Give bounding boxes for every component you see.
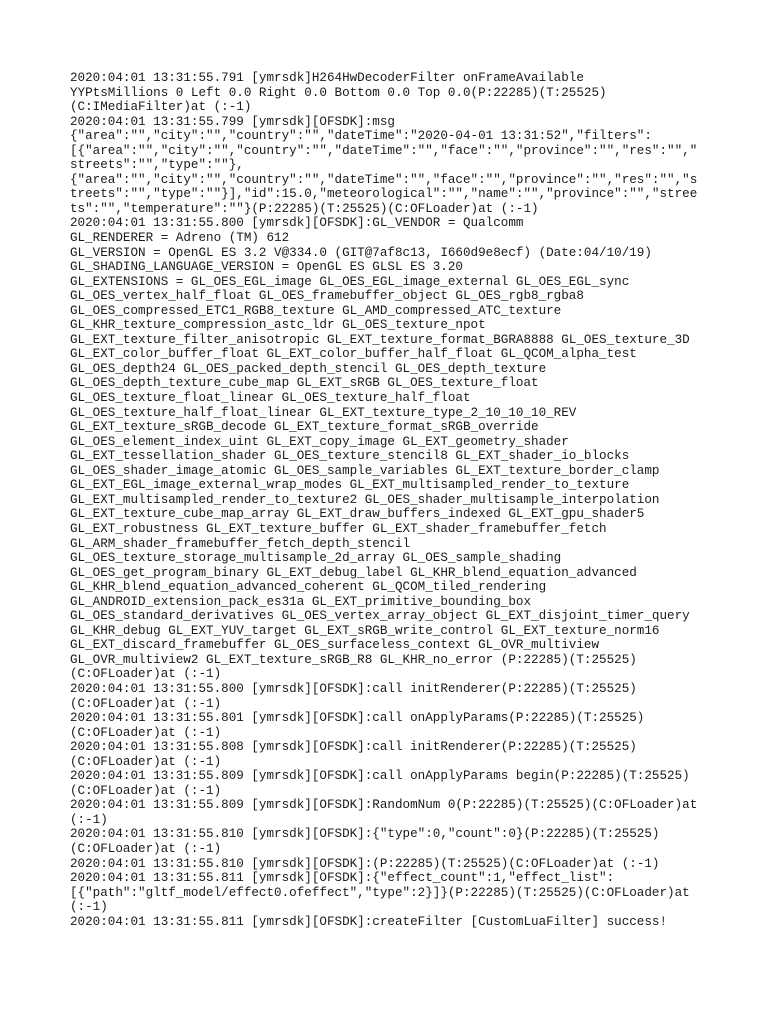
log-line: GL_EXT_EGL_image_external_wrap_modes GL_EXT_multisampled_render_to_texture (70, 478, 630, 493)
log-line: GL_OES_shader_image_atomic GL_OES_sample_variables GL_EXT_texture_border_clamp (70, 463, 660, 478)
log-line: (C:OFLoader)at (:-1) (70, 696, 222, 711)
log-line: GL_VERSION = OpenGL ES 3.2 V@334.0 (GIT@7af8c13, I660d9e8ecf) (Date:04/10/19) (70, 245, 652, 260)
log-line: GL_KHR_texture_compression_astc_ldr GL_OES_texture_npot (70, 318, 486, 333)
log-line: GL_KHR_blend_equation_advanced_coherent GL_QCOM_tiled_rendering (70, 580, 547, 595)
log-line: GL_OES_get_program_binary GL_EXT_debug_label GL_KHR_blend_equation_advanced (70, 565, 637, 580)
log-line: 2020:04:01 13:31:55.810 [ymrsdk][OFSDK]:(P:22285)(T:25525)(C:OFLoader)at (:-1) (70, 856, 660, 871)
log-line: GL_EXT_robustness GL_EXT_texture_buffer GL_EXT_shader_framebuffer_fetch (70, 521, 607, 536)
log-line: (C:OFLoader)at (:-1) (70, 667, 222, 682)
log-line: 2020:04:01 13:31:55.808 [ymrsdk][OFSDK]:call initRenderer(P:22285)(T:25525) (70, 740, 637, 755)
log-line: (:-1) (70, 812, 108, 827)
log-line: GL_OES_depth_texture_cube_map GL_EXT_sRGB GL_OES_texture_float (70, 376, 539, 391)
log-line: [{"area":"","city":"","country":"","dateTime":"","face":"","province":"","res":""," (70, 143, 698, 158)
log-line: streets":"","type":""}, (70, 158, 244, 173)
log-line: 2020:04:01 13:31:55.810 [ymrsdk][OFSDK]:{"type":0,"count":0}(P:22285)(T:25525) (70, 827, 660, 842)
log-line: [{"path":"gltf_model/effect0.ofeffect","type":2}]}(P:22285)(T:25525)(C:OFLoader)at (70, 885, 690, 900)
log-line: 2020:04:01 13:31:55.800 [ymrsdk][OFSDK]:call initRenderer(P:22285)(T:25525) (70, 681, 637, 696)
log-line: GL_OES_texture_half_float_linear GL_EXT_texture_type_2_10_10_10_REV (70, 405, 577, 420)
log-line: {"area":"","city":"","country":"","dateTime":"2020-04-01 13:31:52","filters": (70, 129, 652, 144)
log-line: (C:OFLoader)at (:-1) (70, 725, 222, 740)
log-line: 2020:04:01 13:31:55.800 [ymrsdk][OFSDK]:GL_VENDOR = Qualcomm (70, 216, 524, 231)
log-line: GL_OES_element_index_uint GL_EXT_copy_image GL_EXT_geometry_shader (70, 434, 569, 449)
log-line: GL_EXT_texture_cube_map_array GL_EXT_draw_buffers_indexed GL_EXT_gpu_shader5 (70, 507, 645, 522)
log-line: (C:OFLoader)at (:-1) (70, 754, 222, 769)
log-line: GL_OVR_multiview2 GL_EXT_texture_sRGB_R8 GL_KHR_no_error (P:22285)(T:25525) (70, 652, 637, 667)
log-line: 2020:04:01 13:31:55.809 [ymrsdk][OFSDK]:RandomNum 0(P:22285)(T:25525)(C:OFLoader)at (70, 798, 698, 813)
log-line: GL_OES_vertex_half_float GL_OES_framebuffer_object GL_OES_rgb8_rgba8 (70, 289, 584, 304)
log-line: GL_RENDERER = Adreno (TM) 612 (70, 231, 290, 246)
log-line: GL_SHADING_LANGUAGE_VERSION = OpenGL ES GLSL ES 3.20 (70, 260, 463, 275)
log-line: GL_EXTENSIONS = GL_OES_EGL_image GL_OES_EGL_image_external GL_OES_EGL_sync (70, 274, 630, 289)
log-line: GL_OES_texture_float_linear GL_OES_texture_half_float (70, 391, 471, 406)
log-line: (:-1) (70, 900, 108, 915)
log-line: (C:OFLoader)at (:-1) (70, 841, 222, 856)
log-line: GL_ARM_shader_framebuffer_fetch_depth_stencil (70, 536, 411, 551)
log-line: GL_OES_depth24 GL_OES_packed_depth_stencil GL_OES_depth_texture (70, 361, 547, 376)
log-line: {"area":"","city":"","country":"","dateTime":"","face":"","province":"","res":"","s (70, 172, 698, 187)
log-line: 2020:04:01 13:31:55.799 [ymrsdk][OFSDK]:msg (70, 114, 395, 129)
log-line: (C:IMediaFilter)at (:-1) (70, 100, 252, 115)
log-line: GL_EXT_discard_framebuffer GL_OES_surfaceless_context GL_OVR_multiview (70, 638, 600, 653)
log-line: 2020:04:01 13:31:55.809 [ymrsdk][OFSDK]:call onApplyParams begin(P:22285)(T:25525) (70, 769, 690, 784)
log-line: ts":"","temperature":""}(P:22285)(T:25525)(C:OFLoader)at (:-1) (70, 201, 539, 216)
log-line: GL_EXT_color_buffer_float GL_EXT_color_buffer_half_float GL_QCOM_alpha_test (70, 347, 637, 362)
log-line: 2020:04:01 13:31:55.811 [ymrsdk][OFSDK]:createFilter [CustomLuaFilter] success! (70, 914, 668, 929)
log-line: treets":"","type":""}],"id":15.0,"meteorological":"","name":"","province":"","stree (70, 187, 698, 202)
log-line: 2020:04:01 13:31:55.791 [ymrsdk]H264HwDecoderFilter onFrameAvailable (70, 71, 584, 85)
log-line: 2020:04:01 13:31:55.801 [ymrsdk][OFSDK]:call onApplyParams(P:22285)(T:25525) (70, 711, 645, 726)
log-document (70, 71, 760, 929)
log-line: GL_EXT_tessellation_shader GL_OES_texture_stencil8 GL_EXT_shader_io_blocks (70, 449, 630, 464)
log-line: GL_ANDROID_extension_pack_es31a GL_EXT_primitive_bounding_box (70, 594, 532, 609)
log-line: GL_OES_compressed_ETC1_RGB8_texture GL_AMD_compressed_ATC_texture (70, 303, 562, 318)
log-line: GL_KHR_debug GL_EXT_YUV_target GL_EXT_sRGB_write_control GL_EXT_texture_norm16 (70, 623, 660, 638)
log-line: 2020:04:01 13:31:55.811 [ymrsdk][OFSDK]:{"effect_count":1,"effect_list": (70, 871, 615, 886)
log-line: GL_OES_texture_storage_multisample_2d_array GL_OES_sample_shading (70, 551, 562, 566)
log-line: GL_EXT_texture_sRGB_decode GL_EXT_texture_format_sRGB_override (70, 420, 539, 435)
log-line: GL_OES_standard_derivatives GL_OES_vertex_array_object GL_EXT_disjoint_timer_query (70, 609, 690, 624)
log-line: (C:OFLoader)at (:-1) (70, 783, 222, 798)
log-line: GL_EXT_texture_filter_anisotropic GL_EXT_texture_format_BGRA8888 GL_OES_texture_3D (70, 332, 690, 347)
log-line: YYPtsMillions 0 Left 0.0 Right 0.0 Bottom 0.0 Top 0.0(P:22285)(T:25525) (70, 85, 607, 100)
log-line: GL_EXT_multisampled_render_to_texture2 GL_OES_shader_multisample_interpolation (70, 492, 660, 507)
